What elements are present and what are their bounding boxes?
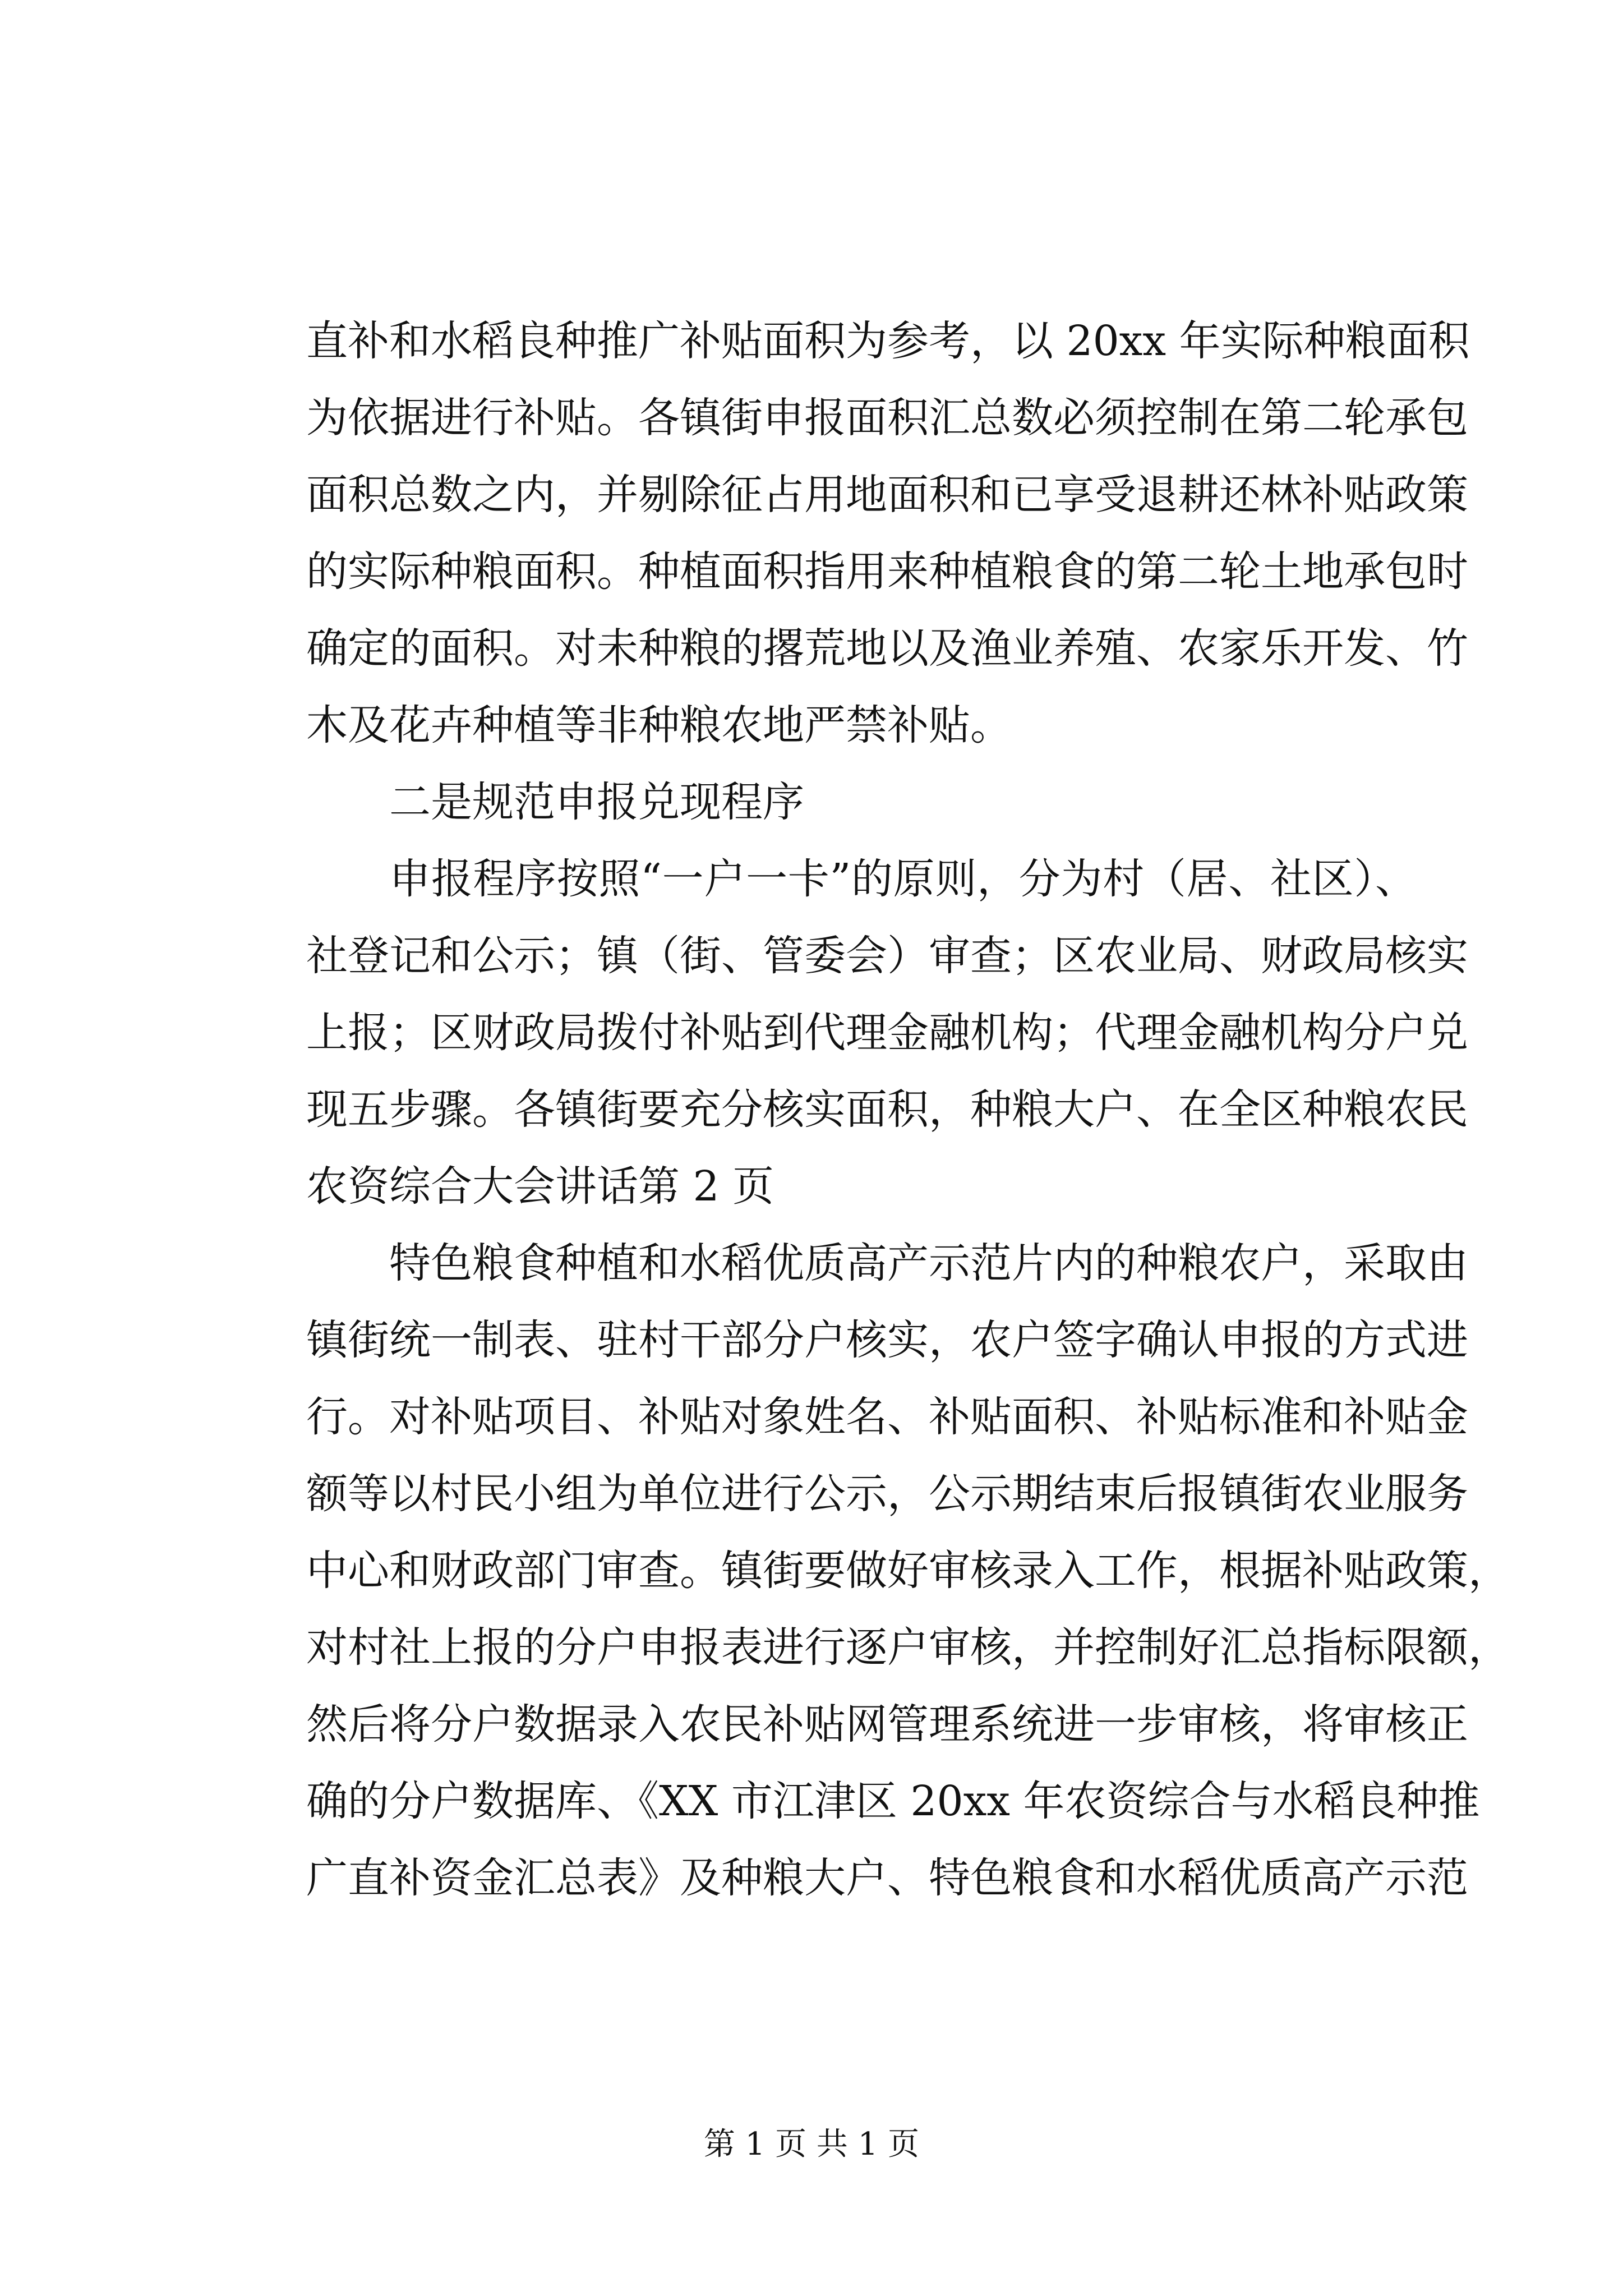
text-line: 木及花卉种植等非种粮农地严禁补贴。 [306, 701, 1012, 749]
text-line: 额等以村民小组为单位进行公示，公示期结束后报镇街农业服务 [306, 1470, 1468, 1518]
page-footer: 第 1 页 共 1 页 [703, 2126, 920, 2162]
text-line: 确的分户数据库、《XX 市江津区 20xx 年农资综合与水稻良种推 [306, 1777, 1480, 1825]
text-line: 农资综合大会讲话第 2 页 [306, 1162, 774, 1211]
text-line: 二是规范申报兑现程序 [389, 778, 804, 826]
text-line: 行。对补贴项目、补贴对象姓名、补贴面积、补贴标准和补贴金 [306, 1393, 1468, 1441]
text-line: 现五步骤。各镇街要充分核实面积，种粮大户、在全区种粮农民 [306, 1085, 1468, 1134]
text-line: 上报；区财政局拨付补贴到代理金融机构；代理金融机构分户兑 [306, 1009, 1468, 1057]
text-line: 广直补资金汇总表》及种粮大户、特色粮食和水稻优质高产示范 [306, 1854, 1468, 1902]
text-line: 然后将分户数据录入农民补贴网管理系统进一步审核，将审核正 [306, 1700, 1468, 1749]
text-line: 直补和水稻良种推广补贴面积为参考，以 20xx 年实际种粮面积 [306, 317, 1470, 365]
text-line: 的实际种粮面积。种植面积指用来种植粮食的第二轮土地承包时 [306, 547, 1468, 596]
text-line: 为依据进行补贴。各镇街申报面积汇总数必须控制在第二轮承包 [306, 394, 1468, 442]
text-line: 中心和财政部门审查。镇街要做好审核录入工作，根据补贴政策， [306, 1547, 1510, 1595]
text-line: 申报程序按照“一户一卡”的原则，分为村（居、社区）、 [389, 855, 1417, 903]
text-line: 确定的面积。对未种粮的撂荒地以及渔业养殖、农家乐开发、竹 [306, 624, 1468, 673]
text-line: 对村社上报的分户申报表进行逐户审核，并控制好汇总指标限额， [306, 1623, 1510, 1672]
text-line: 社登记和公示；镇（街、管委会）审查；区农业局、财政局核实 [306, 932, 1468, 980]
text-line: 特色粮食种植和水稻优质高产示范片内的种粮农户，采取由 [389, 1239, 1468, 1287]
document-body [306, 303, 1510, 1917]
text-line: 面积总数之内，并剔除征占用地面积和已享受退耕还林补贴政策 [306, 471, 1468, 519]
text-line: 镇街统一制表、驻村干部分户核实，农户签字确认申报的方式进 [306, 1316, 1468, 1364]
